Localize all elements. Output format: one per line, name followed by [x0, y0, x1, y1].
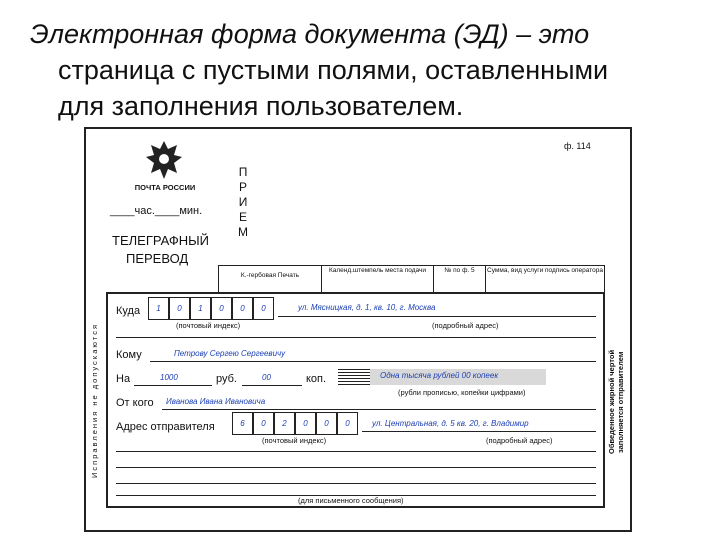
ot-kogo-line	[162, 409, 596, 410]
amount-caption: (рубли прописью, копейки цифрами)	[398, 388, 526, 397]
sender-index-caption: (почтовый индекс)	[262, 436, 327, 445]
right-vertical-note: Обведенное жирной чертой заполняется отправителем	[607, 349, 625, 455]
sender-address-value[interactable]: ул. Центральная, д. 5 кв. 20, г. Владимир	[372, 419, 529, 428]
priem-letter: Е	[238, 210, 247, 224]
hatched-box	[338, 369, 370, 385]
kuda-line	[278, 316, 596, 317]
sender-index-digit[interactable]: 0	[295, 412, 316, 435]
index-digit[interactable]: 1	[148, 297, 169, 320]
eagle-emblem-icon	[144, 137, 184, 181]
komu-line	[150, 361, 596, 362]
heading	[30, 16, 700, 124]
message-line	[116, 483, 596, 484]
heading-line-2: страница с пустыми полями, оставленными	[58, 55, 609, 85]
priem-letter: П	[238, 165, 248, 179]
index-digit[interactable]: 0	[253, 297, 274, 320]
form-number: ф. 114	[564, 141, 591, 151]
amount-kop-value[interactable]: 00	[262, 373, 271, 382]
komu-label: Кому	[116, 349, 142, 361]
rub-line	[134, 385, 212, 386]
sender-index-digit[interactable]: 6	[232, 412, 253, 435]
sender-line	[362, 431, 596, 432]
amount-service-cell: Сумма, вид услуги подпись оператора	[485, 265, 605, 293]
kuda-line-2	[116, 337, 596, 338]
postal-label: ПОЧТА РОССИИ	[134, 183, 196, 192]
index-digit[interactable]: 0	[232, 297, 253, 320]
left-vertical-note: Исправления не допускаются	[90, 322, 99, 478]
kuda-address-value[interactable]: ул. Мясницкая, д. 1, кв. 10, г. Москва	[298, 303, 436, 312]
message-line	[116, 467, 596, 468]
form-title-line-1: ТЕЛЕГРАФНЫЙ	[112, 233, 210, 248]
sender-index-digit[interactable]: 0	[316, 412, 337, 435]
na-label: На	[116, 373, 131, 385]
rub-label: руб.	[216, 373, 237, 385]
number-cell: № по ф. 5	[433, 265, 486, 293]
priem-letter: И	[238, 195, 248, 209]
sender-index-digit[interactable]: 2	[274, 412, 295, 435]
heading-line-3: для заполнения пользователем.	[58, 91, 464, 121]
sender-index-digit[interactable]: 0	[337, 412, 358, 435]
sender-address-label: Адрес отправителя	[116, 421, 215, 433]
heading-line-1: Электронная форма документа (ЭД) – это	[30, 19, 590, 49]
index-digit[interactable]: 1	[190, 297, 211, 320]
amount-rub-value[interactable]: 1000	[160, 373, 178, 382]
priem-letter: М	[238, 225, 248, 239]
form-title-line-2: ПЕРЕВОД	[126, 251, 189, 266]
message-caption: (для письменного сообщения)	[298, 496, 404, 505]
calendar-stamp-cell: Календ.штемпель места подачи	[321, 265, 434, 293]
ot-kogo-value[interactable]: Иванова Ивана Ивановича	[166, 397, 266, 406]
stamp-cell: К.-гербовая Печать	[218, 265, 322, 293]
postal-index-caption: (почтовый индекс)	[176, 321, 241, 330]
index-digit[interactable]: 0	[169, 297, 190, 320]
priem-vertical	[238, 165, 248, 240]
index-digit[interactable]: 0	[211, 297, 232, 320]
kuda-label: Куда	[116, 305, 141, 317]
time-line: ____час.____мин.	[110, 205, 203, 217]
priem-letter: Р	[238, 180, 247, 194]
message-line	[116, 451, 596, 452]
amount-words-value: Одна тысяча рублей 00 копеек	[380, 371, 499, 380]
kop-line	[242, 385, 302, 386]
telegraph-transfer-form	[84, 127, 632, 532]
detail-address-caption: (подробный адрес)	[432, 321, 499, 330]
sender-index-digit[interactable]: 0	[253, 412, 274, 435]
komu-value[interactable]: Петрову Сергею Сергеевичу	[174, 349, 286, 358]
kop-label: коп.	[306, 373, 327, 385]
ot-kogo-label: От кого	[116, 397, 154, 409]
sender-detail-caption: (подробный адрес)	[486, 436, 553, 445]
